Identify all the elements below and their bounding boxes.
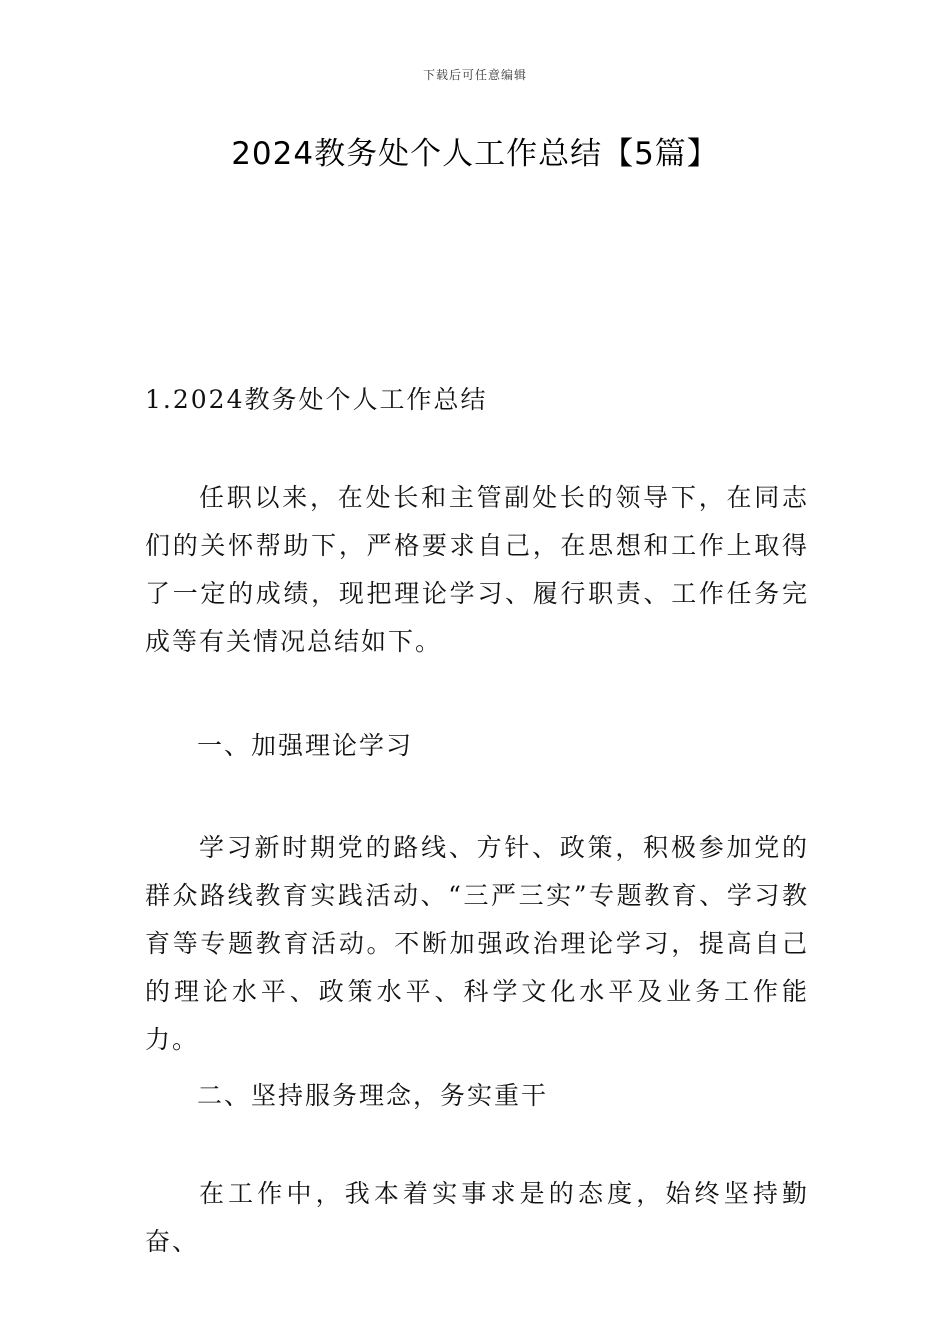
paragraph-theory-study: 学习新时期党的路线、方针、政策，积极参加党的群众路线教育实践活动、“三严三实”专题教育、学习教育等专题教育活动。不断加强政治理论学习，提高自己的理论水平、政策水平、科学文化水平及业务工作能力。 (145, 833, 809, 1054)
section-heading: 1.2024教务处个人工作总结 (145, 385, 488, 414)
heading-service-concept: 二、坚持服务理念，务实重干 (197, 1081, 549, 1110)
document-title: 2024教务处个人工作总结【5篇】 (231, 136, 719, 172)
paragraph-intro: 任职以来，在处长和主管副处长的领导下，在同志们的关怀帮助下，严格要求自己，在思想和工作上取得了一定的成绩，现把理论学习、履行职责、工作任务完成等有关情况总结如下。 (145, 483, 809, 656)
header-note: 下载后可任意编辑 (422, 68, 527, 82)
heading-theory-study: 一、加强理论学习 (197, 731, 414, 760)
paragraph-service-concept: 在工作中，我本着实事求是的态度，始终坚持勤奋、 (145, 1179, 809, 1256)
